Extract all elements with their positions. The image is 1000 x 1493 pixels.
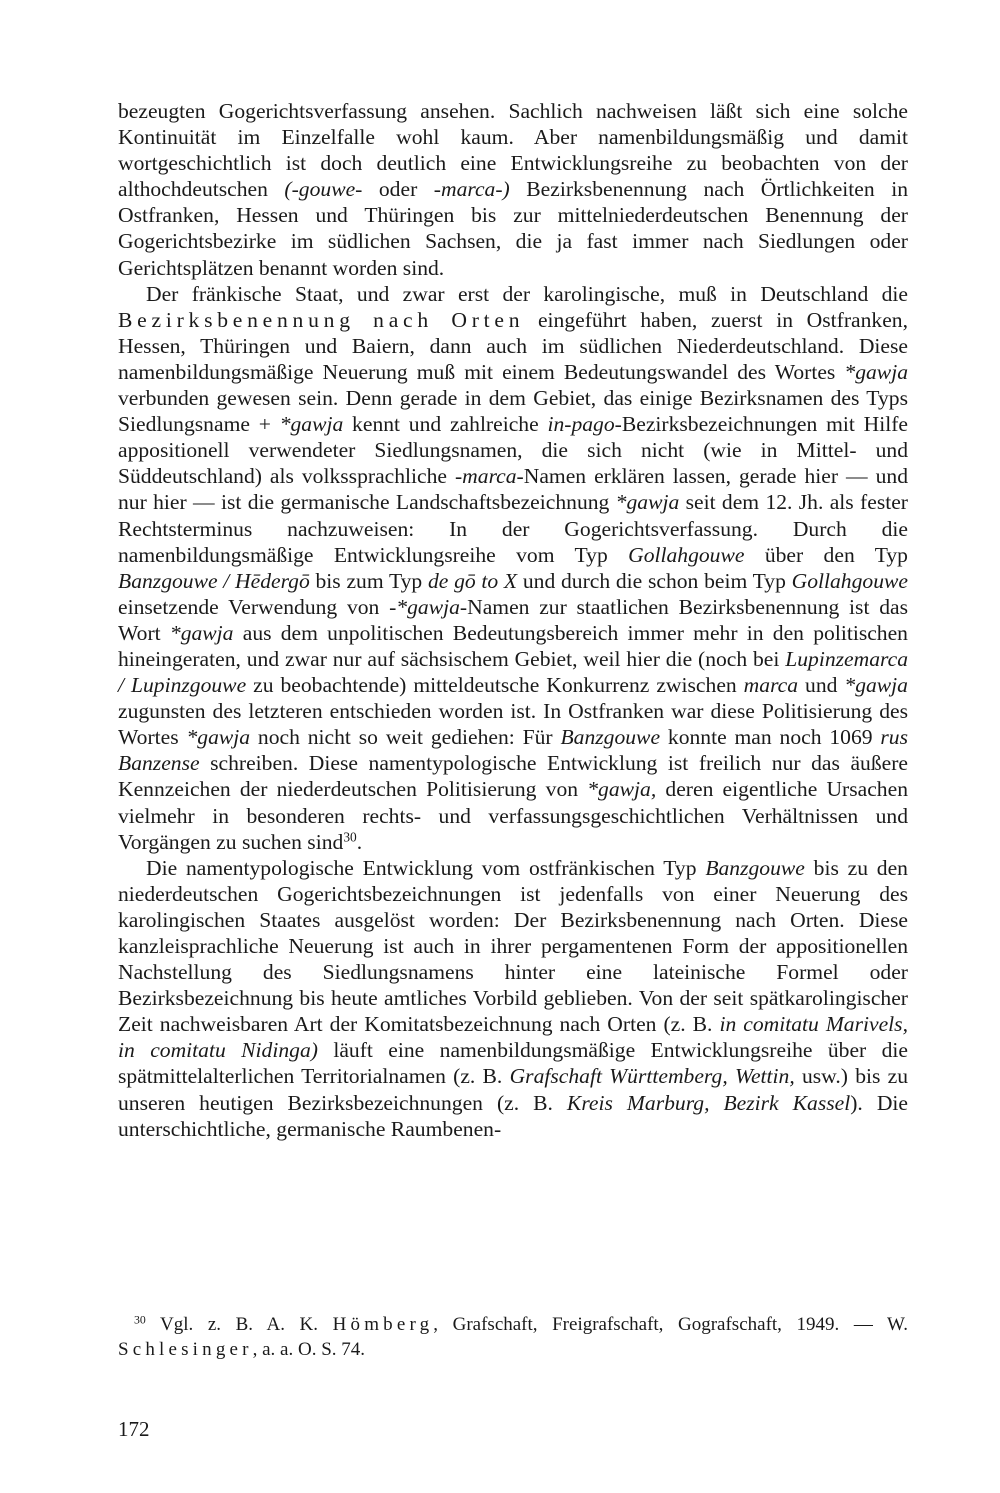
text-run: seit dem 12. Jh. als fester Rechtsterminus nachzuweisen: In der Gogerichtsverfassung. Durch die namenbildungsmäßige Entwicklungsreihe vom Typ — [118, 490, 908, 567]
footnote — [118, 1312, 908, 1362]
italic-term: Banzgouwe — [705, 855, 805, 880]
text-run: aus dem unpolitischen Bedeutungsbereich immer mehr in den politischen hineingeraten, und zwar nur auf sächsischem Gebiet, weil hier die (noch bei — [118, 620, 908, 671]
text-run: Namen zur staatlichen Bezirksbenennung ist das Wort — [118, 594, 908, 645]
footnote-marker: 30 — [343, 829, 357, 845]
italic-term: rus Banzense — [118, 725, 908, 776]
paragraph — [118, 98, 908, 281]
italic-term: -*gawja- — [389, 594, 468, 619]
text-run: konnte man noch 1069 — [660, 725, 881, 750]
italic-term: *gawja — [279, 412, 344, 437]
text-run: zu beobachtende) mitteldeutsche Konkurrenz zwischen — [246, 673, 744, 698]
text-run: bis zu den niederdeutschen Gogerichtsbezeichnungen ist jedenfalls von einer Neuerung des karolingischen Staates ausgelöst worden: Der Bezirksbenennung nach Orten. Diese kanzleisprachliche Neuerung ist auch in ihrer pergamentenen Form der appositionellen Nachstellung des Siedlungsnamens hinter eine lateinische Formel oder Bezirksbezeichnung bis heute amtliches Vorbild geblieben. Von der seit spätkarolingischer Zeit nachweisbaren Art der Komitatsbezeichnung nach Orten (z. B. — [118, 855, 908, 1037]
italic-term: Banzgouwe — [560, 725, 661, 750]
text-run: eingeführt haben, zuerst in Ostfranken, Hessen, Thüringen und Baiern, dann auch im südlichen Niederdeutschland. Diese namenbildungsmäßige Neuerung muß mit einem Bedeutungswandel des Wortes — [118, 307, 908, 384]
italic-term: *gawja — [169, 620, 234, 645]
text-run: läuft eine namenbildungsmäßige Entwicklungsreihe über die spätmittelalterlichen Territorialnamen (z. B. — [118, 1038, 908, 1089]
paragraph — [118, 855, 908, 1142]
text-run: kennt und zahlreiche — [343, 412, 548, 437]
italic-term: Lupinzemarca / Lupinzgouwe — [118, 646, 908, 698]
text-run: und durch die schon beim Typ — [517, 568, 792, 593]
italic-term: *gawja — [615, 490, 680, 515]
footnotes — [118, 1312, 908, 1362]
italic-term: Grafschaft Württemberg, Wettin, — [509, 1064, 795, 1089]
italic-term: Gollahgouwe — [791, 568, 908, 593]
italic-term: de gō to X — [427, 568, 518, 593]
italic-term: Gollahgouwe — [628, 542, 745, 567]
italic-term: (-gouwe- — [284, 177, 363, 202]
italic-term: *gawja — [186, 725, 251, 750]
text-run: Der fränkische Staat, und zwar erst der karolingische, muß in Deutschland die — [146, 281, 908, 306]
page-number: 172 — [118, 1417, 150, 1441]
italic-term: in-pago- — [547, 412, 622, 437]
italic-term: Kreis Marburg, Bezirk Kassel — [566, 1090, 851, 1115]
text-run: Namen erklären lassen, gerade hier — und nur hier — ist die germanische Landschaftsbezeichnung — [118, 464, 908, 515]
text-run: deren eigentliche Ursachen vielmehr in besonderen rechts- und verfassungsgeschichtlichen Verhältnissen und Vorgängen zu suchen sind — [118, 777, 908, 854]
text-run: verbunden gewesen sein. Denn gerade in dem Gebiet, das einige Bezirksnamen des Typs Siedlungsname + — [118, 386, 908, 437]
text-run: oder — [362, 177, 434, 202]
text-run: über den Typ — [744, 542, 908, 567]
text-run: einsetzende Verwendung von — [118, 594, 390, 619]
italic-term: Banzgouwe / Hēdergō — [118, 568, 310, 593]
spaced-emphasis: Schlesinger — [118, 1339, 253, 1360]
text-run: und — [798, 673, 845, 698]
main-text — [118, 98, 908, 1142]
text-run: Bezirksbenennung nach Örtlichkeiten in Ostfranken, Hessen und Thüringen bis zur mittelniederdeutschen Benennung der Gogerichtsbezirke im südlichen Sachsen, die ja fast immer nach Siedlungen oder Gerichtsplätzen benannt worden sind. — [118, 177, 908, 280]
text-run: , a. a. O. S. 74. — [252, 1339, 366, 1360]
italic-term: *gawja — [844, 359, 908, 384]
footnote-marker: 30 — [134, 1313, 146, 1327]
text-run: Bezirksbezeichnungen mit Hilfe appositionell verwendeter Siedlungsnamen, die sich nicht (wie in Mittel- und Süddeutschland) als volkssprachliche — [118, 412, 909, 489]
italic-term: -marca-) — [433, 177, 510, 202]
italic-term: *gawja, — [587, 777, 657, 802]
italic-term: in comitatu Marivels, in comitatu Nidinga) — [118, 1012, 908, 1063]
spaced-emphasis: Hömberg — [332, 1314, 434, 1335]
text-run: usw.) bis zu unseren heutigen Bezirksbezeichnungen (z. B. — [118, 1064, 909, 1115]
text-run: zugunsten des letzteren entschieden worden ist. In Ostfranken war diese Politisierung des Wortes — [118, 699, 908, 750]
text-run: Die namentypologische Entwicklung vom ostfränkischen Typ — [146, 855, 706, 880]
text-run: schreiben. Diese namentypologische Entwicklung ist freilich nur das äußere Kennzeichen der niederdeutschen Politisierung von — [118, 751, 908, 802]
text-run: bis zum Typ — [309, 568, 428, 593]
spaced-emphasis: Bezirksbenennung nach Orten — [118, 307, 525, 332]
text-run: Vgl. z. B. A. K. — [145, 1314, 333, 1335]
italic-term: *gawja — [844, 673, 908, 698]
text-run: noch nicht so weit gediehen: Für — [250, 725, 561, 750]
text-run: ). Die unterschichtliche, germanische Raumbenen- — [118, 1090, 908, 1141]
text-run: , Grafschaft, Freigrafschaft, Gografschaft, 1949. — W. — [433, 1314, 908, 1335]
paragraph — [118, 281, 908, 855]
italic-term: marca — [743, 673, 799, 698]
italic-term: -marca- — [454, 464, 524, 489]
text-run: . — [356, 829, 363, 854]
text-run: bezeugten Gogerichtsverfassung ansehen. Sachlich nachweisen läßt sich eine solche Kontinuität im Einzelfalle wohl kaum. Aber namenbildungsmäßig und damit wortgeschichtlich ist doch deutlich eine Entwicklungsreihe zu beobachten von der althochdeutschen — [118, 99, 908, 202]
